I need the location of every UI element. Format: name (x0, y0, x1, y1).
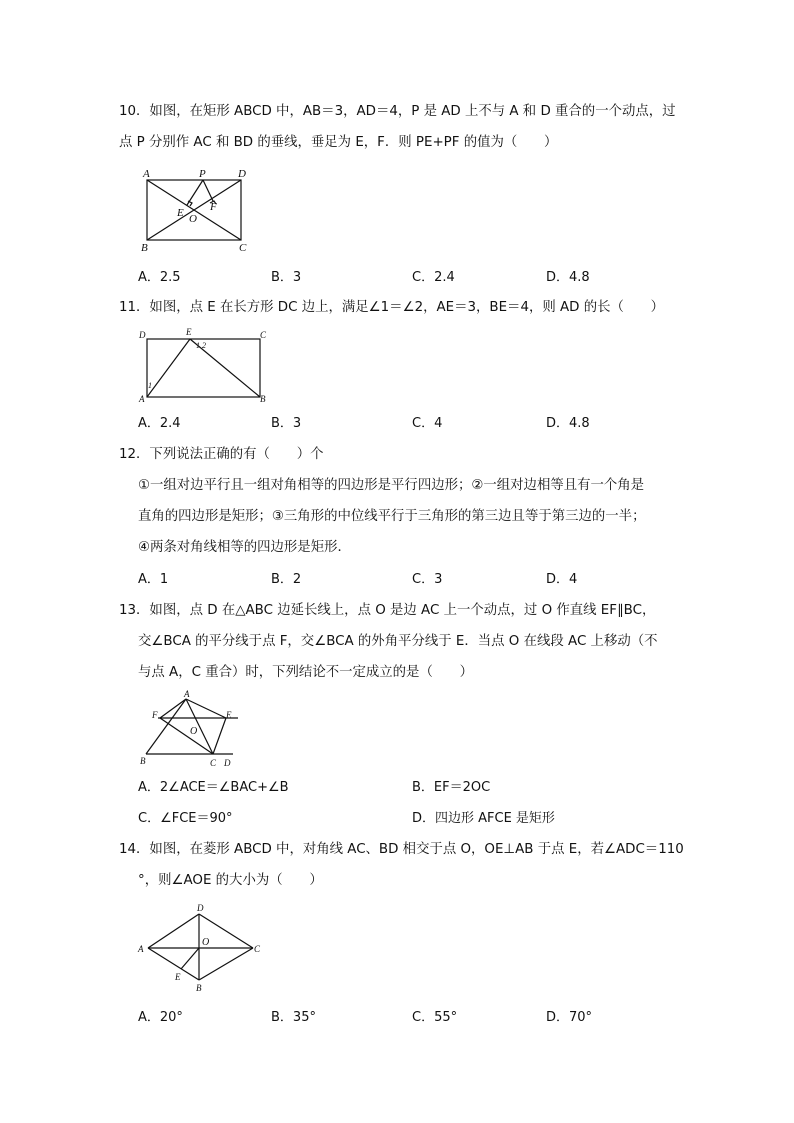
q10-option-d: D．4.8 (546, 270, 590, 285)
q10-label-a: A (143, 168, 150, 180)
q14-stem-line-1: 14．如图，在菱形 ABCD 中，对角线 AC、BD 相交于点 O，OE⊥AB 于点 E，若∠ADC＝110 (119, 842, 684, 857)
q10-label-b: B (141, 242, 148, 254)
q13-option-d: D．四边形 AFCE 是矩形 (412, 811, 555, 826)
q10-label-e: E (177, 207, 184, 219)
q13-option-a: A．2∠ACE＝∠BAC+∠B (138, 780, 289, 795)
q10-option-b: B．3 (271, 270, 302, 285)
q13-label-e: E (226, 710, 232, 720)
q12-option-b: B．2 (271, 572, 302, 587)
q14-label-o: O (202, 937, 210, 948)
q14-label-b: B (196, 983, 202, 993)
q13-label-o: O (190, 726, 198, 737)
q13-label-c: C (210, 758, 217, 768)
q13-stem-line-2: 交∠BCA 的平分线于点 F，交∠BCA 的外角平分线于 E．当点 O 在线段 AC 上移动（不 (138, 634, 658, 649)
q13-label-f: F (152, 710, 158, 720)
q14-label-e: E (175, 972, 181, 982)
q14-option-a: A．20° (138, 1010, 183, 1025)
q11-label-d: D (139, 330, 146, 340)
q10-label-f: F (210, 201, 217, 213)
q14-label-a: A (138, 944, 144, 954)
q14-option-c: C．55° (412, 1010, 458, 1025)
q11-angle-1: 1 (148, 381, 152, 390)
q11-option-d: D．4.8 (546, 416, 590, 431)
q10-stem-line-2: 点 P 分别作 AC 和 BD 的垂线，垂足为 E，F．则 PE+PF 的值为（ ） (119, 135, 558, 150)
q13-option-c: C．∠FCE＝90° (138, 811, 233, 826)
q13-label-d: D (224, 758, 231, 768)
q11-label-b: B (260, 394, 266, 404)
q10-figure (135, 165, 255, 255)
q12-option-a: A．1 (138, 572, 169, 587)
q11-option-c: C．4 (412, 416, 443, 431)
q10-option-a: A．2.5 (138, 270, 181, 285)
q12-stem-line-1: 12．下列说法正确的有（ ）个 (119, 447, 324, 462)
q10-label-d: D (238, 168, 246, 180)
q11-figure (135, 326, 270, 406)
q10-label-c: C (239, 242, 247, 254)
q10-label-o: O (189, 213, 197, 225)
q11-option-a: A．2.4 (138, 416, 181, 431)
q10-stem-line-1: 10．如图，在矩形 ABCD 中，AB＝3，AD＝4，P 是 AD 上不与 A 和 D 重合的一个动点，过 (119, 104, 676, 119)
q13-option-b: B．EF＝2OC (412, 780, 491, 795)
q10-option-c: C．2.4 (412, 270, 455, 285)
q10-label-p: P (199, 168, 206, 180)
q11-stem-line-1: 11．如图，点 E 在长方形 DC 边上，满足∠1＝∠2，AE＝3，BE＝4，则 AD 的长（ ） (119, 300, 665, 315)
q12-option-d: D．4 (546, 572, 578, 587)
q14-option-d: D．70° (546, 1010, 593, 1025)
q13-label-a: A (184, 689, 190, 699)
q14-option-b: B．35° (271, 1010, 316, 1025)
q14-label-d: D (197, 903, 204, 913)
q12-stem-line-3: 直角的四边形是矩形；③三角形的中位线平行于三角形的第三边且等于第三边的一半； (138, 509, 646, 524)
q11-option-b: B．3 (271, 416, 302, 431)
q13-stem-line-1: 13．如图，点 D 在△ABC 边延长线上，点 O 是边 AC 上一个动点，过 O 作直线 EF∥BC， (119, 603, 656, 618)
q11-angle-1-2: 1 2 (196, 341, 206, 350)
q14-figure (135, 900, 265, 996)
q11-label-a: A (139, 394, 145, 404)
q12-option-c: C．3 (412, 572, 443, 587)
q13-stem-line-3: 与点 A，C 重合）时，下列结论不一定成立的是（ ） (138, 665, 474, 680)
q11-label-c: C (260, 330, 267, 340)
q13-figure (138, 688, 248, 770)
q14-stem-line-2: °，则∠AOE 的大小为（ ） (138, 873, 323, 888)
q13-label-b: B (140, 756, 146, 766)
q12-stem-line-2: ①一组对边平行且一组对角相等的四边形是平行四边形；②一组对边相等且有一个角是 (138, 478, 645, 493)
q12-stem-line-4: ④两条对角线相等的四边形是矩形． (138, 540, 351, 555)
q11-label-e: E (186, 327, 192, 337)
q14-label-c: C (254, 944, 261, 954)
